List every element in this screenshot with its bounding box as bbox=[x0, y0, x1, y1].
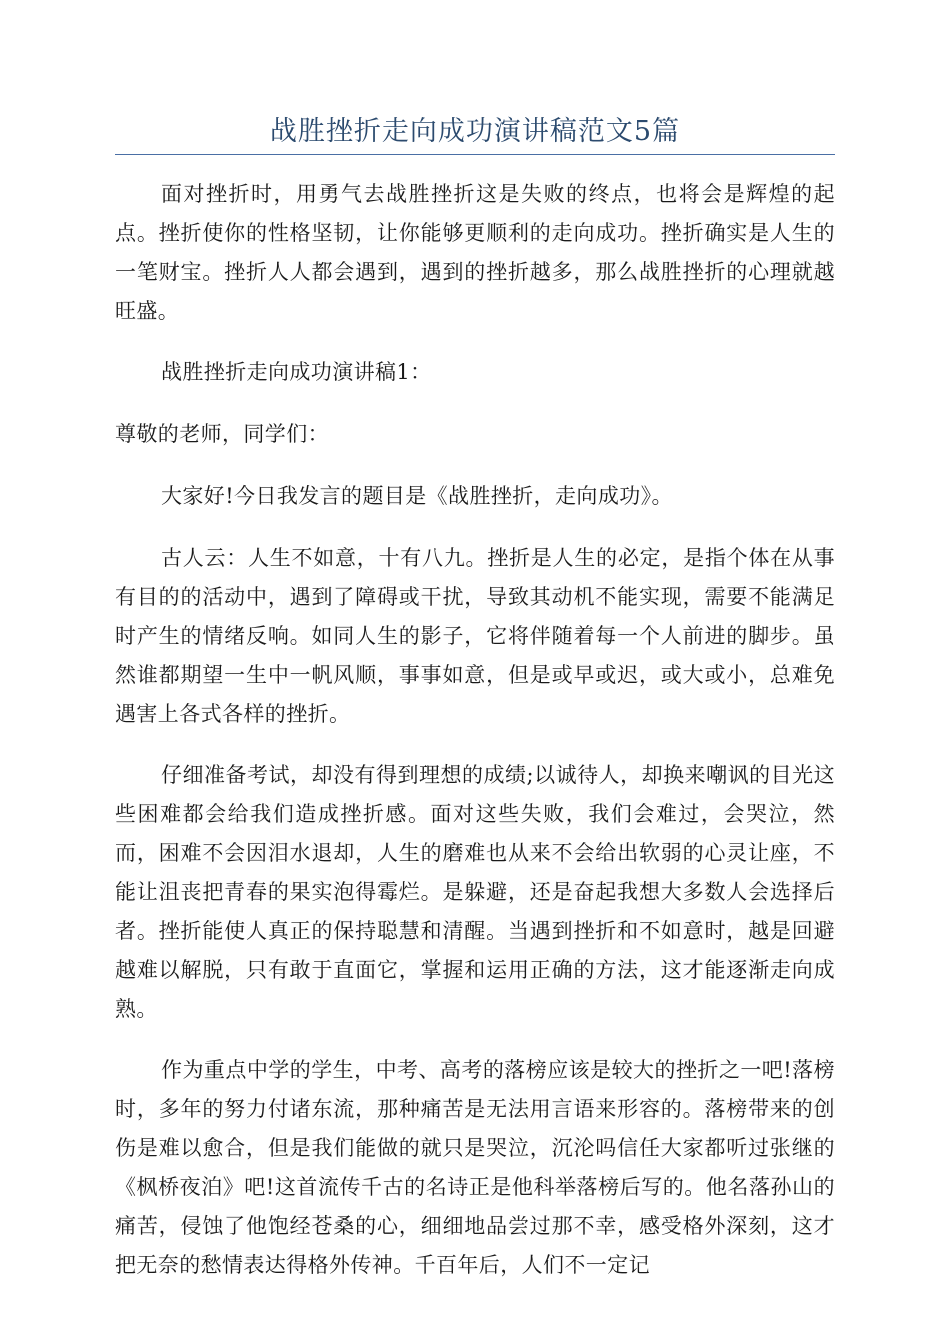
greeting-paragraph: 大家好!今日我发言的题目是《战胜挫折，走向成功》。 bbox=[161, 484, 673, 508]
speech-heading: 战胜挫折走向成功演讲稿1： bbox=[161, 360, 432, 384]
body-paragraph: 仔细准备考试，却没有得到理想的成绩;以诚待人，却换来嘲讽的目光这些困难都会给我们造成挫折感。面对这些失败，我们会难过，会哭泣，然而，困难不会因泪水退却，人生的磨难也从来不会给出软弱的心灵让座，不能让沮丧把青春的果实泡得霉烂。是躲避，还是奋起我想大多数人会选择后者。挫折能使人真正的保持聪慧和清醒。当遇到挫折和不如意时，越是回避越难以解脱，只有敢于直面它，掌握和运用正确的方法，这才能逐渐走向成熟。 bbox=[115, 763, 835, 1021]
document-body bbox=[115, 175, 835, 1285]
document-title: 战胜挫折走向成功演讲稿范文5篇 bbox=[269, 116, 681, 147]
salutation: 尊敬的老师，同学们： bbox=[115, 422, 329, 446]
intro-paragraph: 面对挫折时，用勇气去战胜挫折这是失败的终点，也将会是辉煌的起点。挫折使你的性格坚韧，让你能够更顺利的走向成功。挫折确实是人生的一笔财宝。挫折人人都会遇到，遇到的挫折越多，那么战胜挫折的心理就越旺盛。 bbox=[115, 182, 835, 323]
body-paragraph: 古人云：人生不如意，十有八九。挫折是人生的必定，是指个体在从事有目的的活动中，遇到了障碍或干扰，导致其动机不能实现，需要不能满足时产生的情绪反响。如同人生的影子，它将伴随着每一个人前进的脚步。虽然谁都期望一生中一帆风顺，事事如意，但是或早或迟，或大或小，总难免遇害上各式各样的挫折。 bbox=[115, 546, 835, 726]
body-paragraph: 作为重点中学的学生，中考、高考的落榜应该是较大的挫折之一吧!落榜时，多年的努力付诸东流，那种痛苦是无法用言语来形容的。落榜带来的创伤是难以愈合，但是我们能做的就只是哭泣，沉沦吗信任大家都听过张继的《枫桥夜泊》吧!这首流传千古的名诗正是他科举落榜后写的。他名落孙山的痛苦，侵蚀了他饱经苍桑的心，细细地品尝过那不幸，感受格外深刻，这才把无奈的愁情表达得格外传神。千百年后，人们不一定记 bbox=[115, 1058, 835, 1277]
title-underline bbox=[115, 154, 835, 155]
